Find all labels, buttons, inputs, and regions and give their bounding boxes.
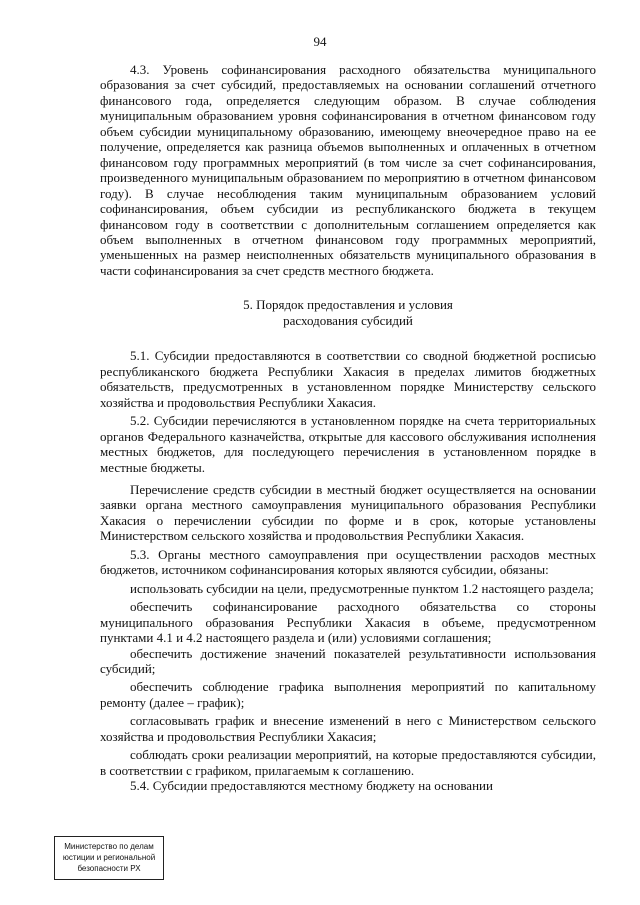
paragraph-ensure-cofinancing: обеспечить софинансирование расходного обязательства со стороны муниципального образования Республики Хакасия в объеме, предусмотренном пунктами 4.1 и 4.2 настоящего раздела и (или) условиями соглашения; [100, 599, 596, 646]
stamp-line-3: безопасности РХ [77, 864, 141, 873]
section-heading [100, 297, 596, 328]
section-heading-line-1: 5. Порядок предоставления и условия [243, 297, 453, 313]
paragraph-use-subsidies: использовать субсидии на цели, предусмотренные пунктом 1.2 настоящего раздела; [130, 580, 594, 596]
document-body [100, 62, 596, 794]
section-heading-line-2: расходования субсидий [283, 312, 413, 328]
paragraph-5-2: 5.2. Субсидии перечисляются в установленном порядке на счета территориальных органов Федерального казначейства, открытые для кассового обслуживания исполнения местных бюджетов, для последующего перечисления в установленном порядке в местные бюджеты. [100, 413, 596, 475]
paragraph-4-3: 4.3. Уровень софинансирования расходного обязательства муниципального образования за счет субсидий, предоставляемых на основании соглашений отчетного финансового года, определяется следующим образом. В случае соблюдения муниципальным образованием уровня софинансирования в отчетном финансовом году объем субсидии муниципальному образованию, имеющему внеочередное право на ее получение, определяется как разница объемов выполненных и оплаченных в отчетном финансовом году программных мероприятий (в том числе за счет софинансирования, произведенного муниципальным образованием по мероприятию в отчетном финансовом году). В случае несоблюдения таким муниципальным образованием условий софинансирования, объем субсидии из республиканского бюджета в текущем финансовом году в соответствии с дополнительным соглашением определяется как объем выполненных в отчетном финансовом году программных мероприятий, уменьшенных на размер неисполненных обязательств муниципального образования в части софинансирования за счет средств местного бюджета. [100, 62, 596, 278]
paragraph-5-3: 5.3. Органы местного самоуправления при осуществлении расходов местных бюджетов, источником софинансирования которых являются субсидии, обязаны: [100, 546, 596, 578]
paragraph-5-1: 5.1. Субсидии предоставляются в соответствии со сводной бюджетной росписью республиканского бюджета Республики Хакасия в пределах лимитов бюджетных обязательств, предусмотренных в установленном порядке Министерству сельского хозяйства и продовольствия Республики Хакасия. [100, 348, 596, 410]
page-number: 94 [313, 34, 327, 49]
paragraph-5-4: 5.4. Субсидии предоставляются местному бюджету на основании [130, 778, 493, 794]
paragraph-agree-schedule: согласовывать график и внесение изменений в него с Министерством сельского хозяйства и продовольствия Республики Хакасия; [100, 713, 596, 744]
registration-stamp [54, 836, 164, 880]
paragraph-schedule: обеспечить соблюдение графика выполнения мероприятий по капитальному ремонту (далее – график); [100, 679, 596, 710]
paragraph-ensure-results: обеспечить достижение значений показателей результативности использования субсидий; [100, 645, 596, 676]
stamp-line-2: юстиции и региональной [62, 853, 156, 862]
stamp-line-1: Министерство по делам [64, 842, 154, 851]
paragraph-transfer: Перечисление средств субсидии в местный бюджет осуществляется на основании заявки органа местного самоуправления муниципального образования Республики Хакасия о перечислении субсидии по форме и в срок, которые установлены Министерством сельского хозяйства и продовольствия Республики Хакасия. [100, 481, 596, 544]
paragraph-terms: соблюдать сроки реализации мероприятий, на которые предоставляются субсидии, в соответствии с графиком, прилагаемым к соглашению. [100, 747, 596, 778]
